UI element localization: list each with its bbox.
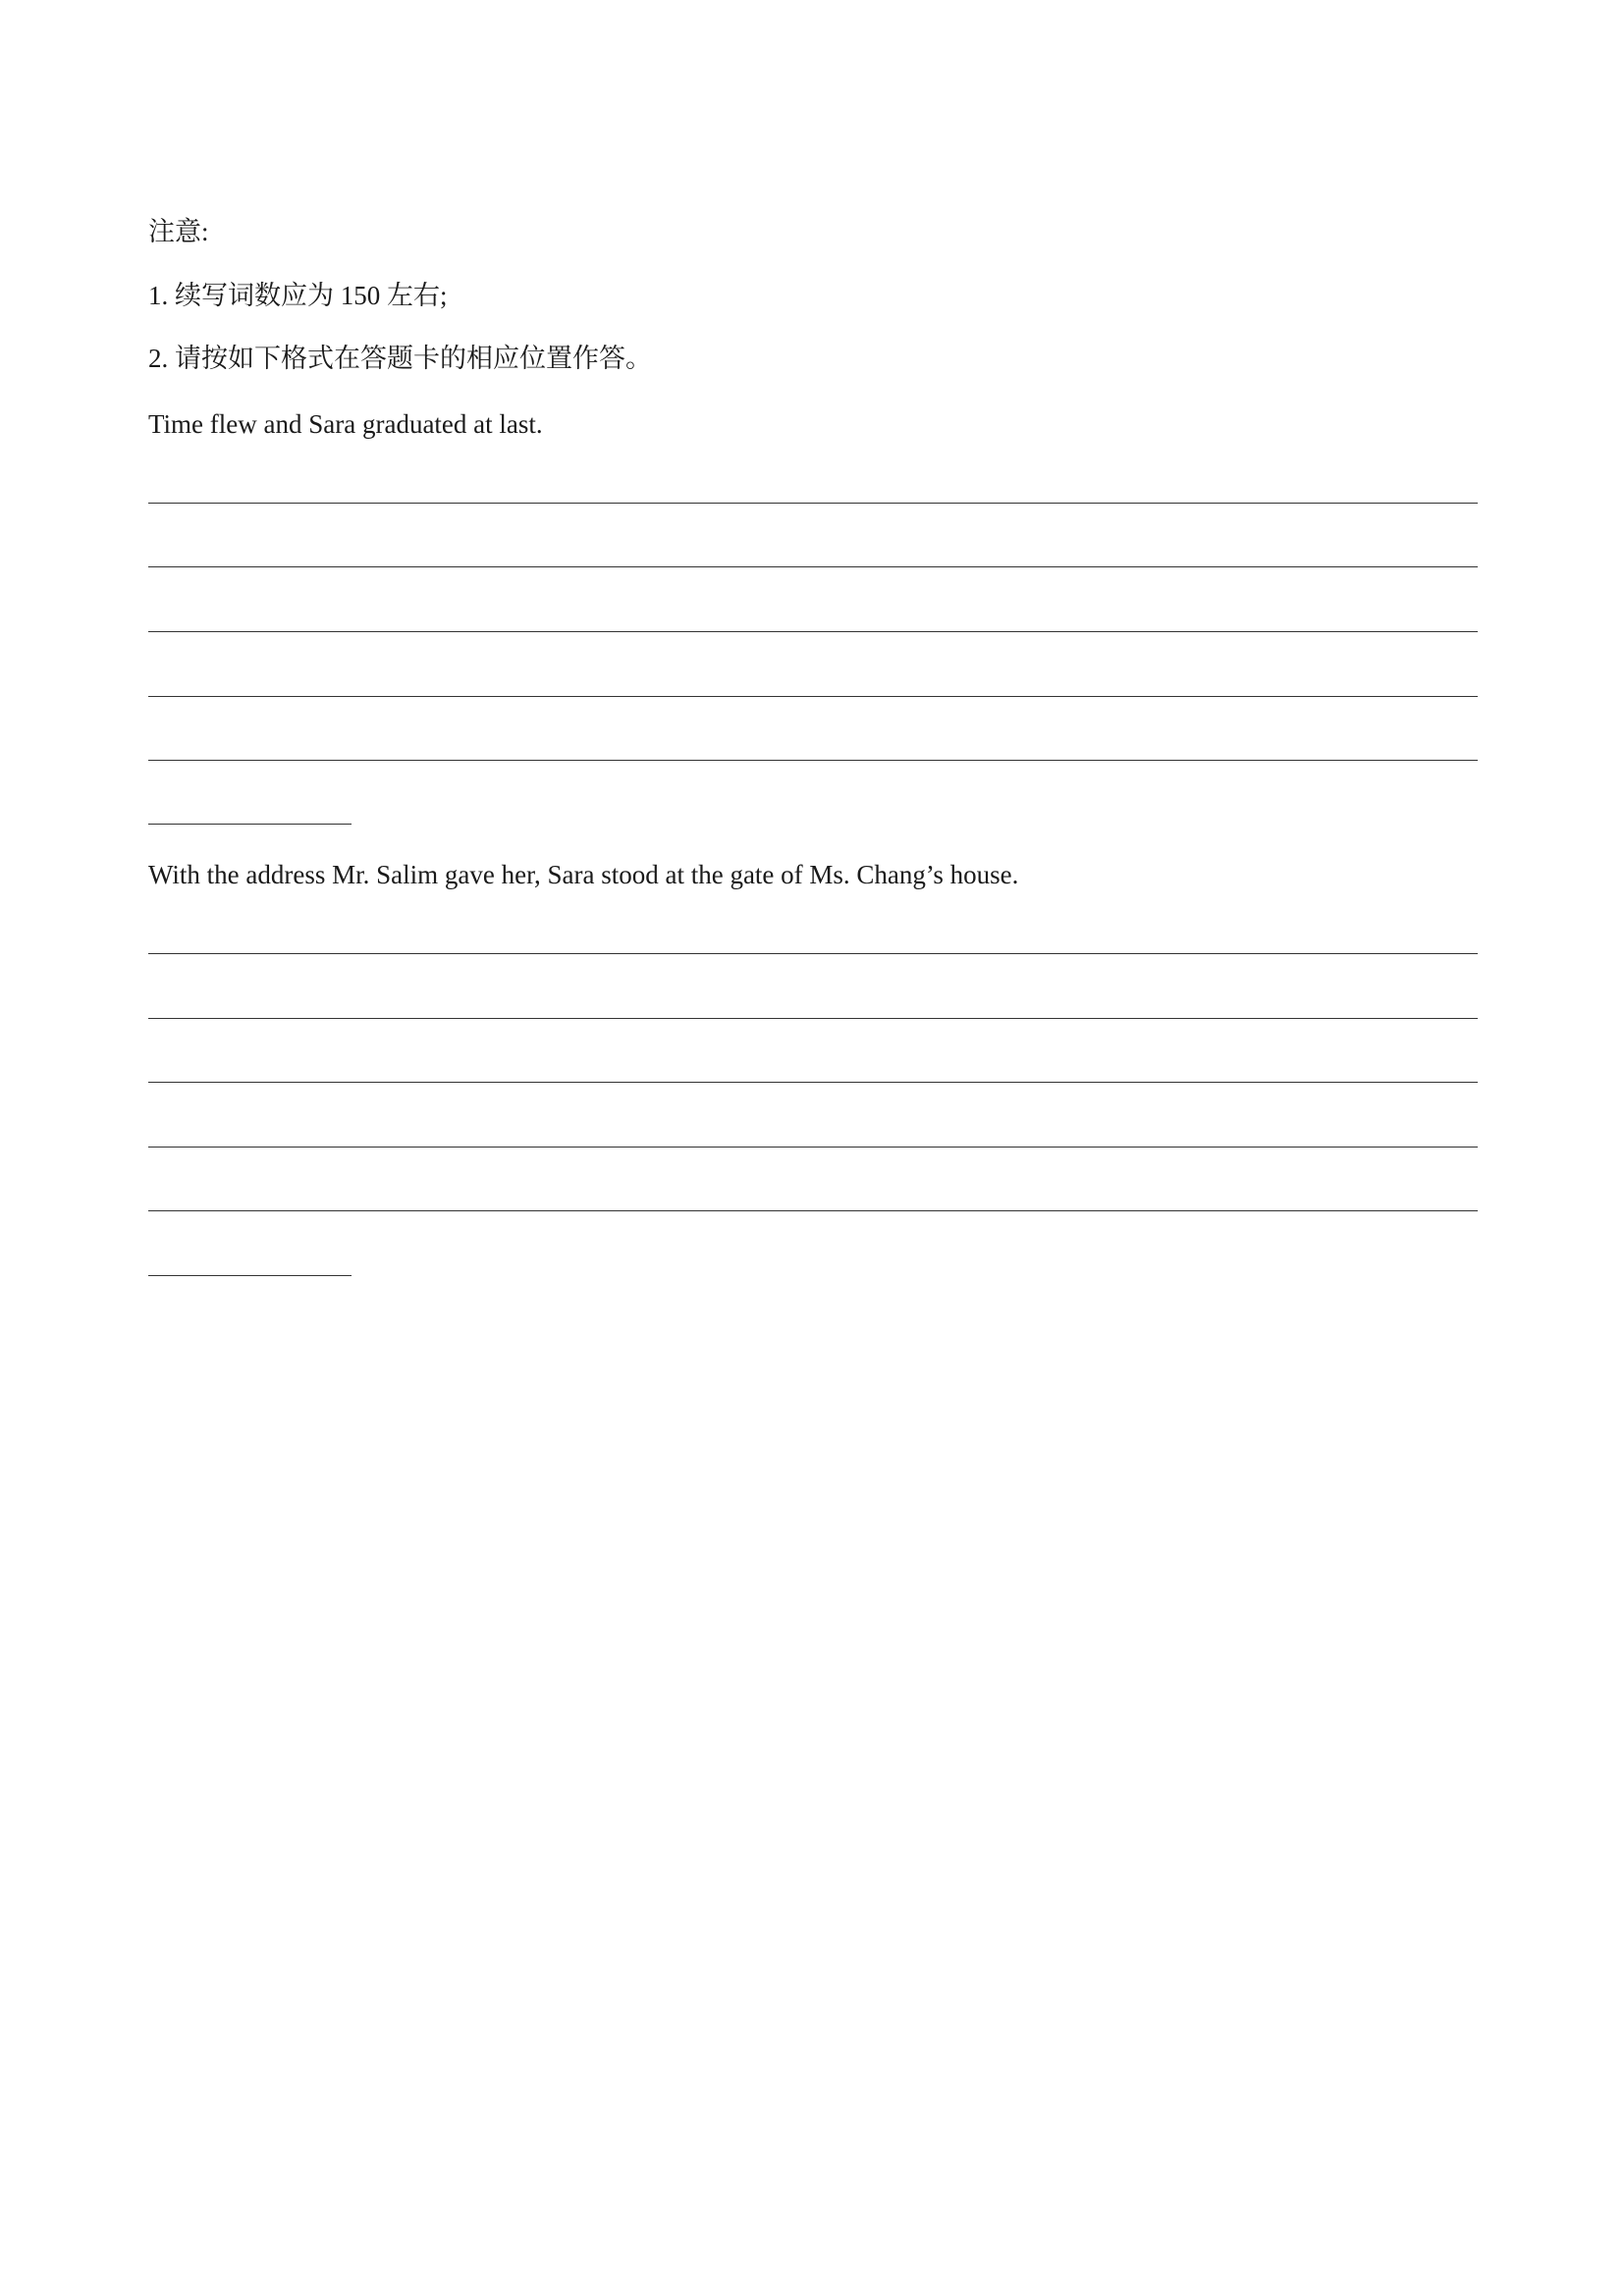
writing-line[interactable] (148, 1082, 1478, 1083)
paragraph-1-opening-sentence: Time flew and Sara graduated at last. (148, 409, 543, 439)
note-item-word-count: 1. 续写词数应为 150 左右; (148, 281, 448, 310)
writing-line-short[interactable] (148, 824, 352, 825)
notes-heading: 注意: (148, 217, 209, 246)
paragraph-2-opening-sentence: With the address Mr. Salim gave her, Sara stood at the gate of Ms. Chang’s house. (148, 860, 1019, 889)
writing-line[interactable] (148, 503, 1478, 504)
writing-line[interactable] (148, 631, 1478, 632)
writing-line[interactable] (148, 1018, 1478, 1019)
writing-line[interactable] (148, 696, 1478, 697)
writing-line[interactable] (148, 1210, 1478, 1211)
writing-line[interactable] (148, 760, 1478, 761)
writing-line[interactable] (148, 953, 1478, 954)
writing-line[interactable] (148, 1147, 1478, 1148)
note-item-answer-format: 2. 请按如下格式在答题卡的相应位置作答。 (148, 344, 652, 373)
writing-line-short[interactable] (148, 1275, 352, 1276)
writing-line[interactable] (148, 566, 1478, 567)
